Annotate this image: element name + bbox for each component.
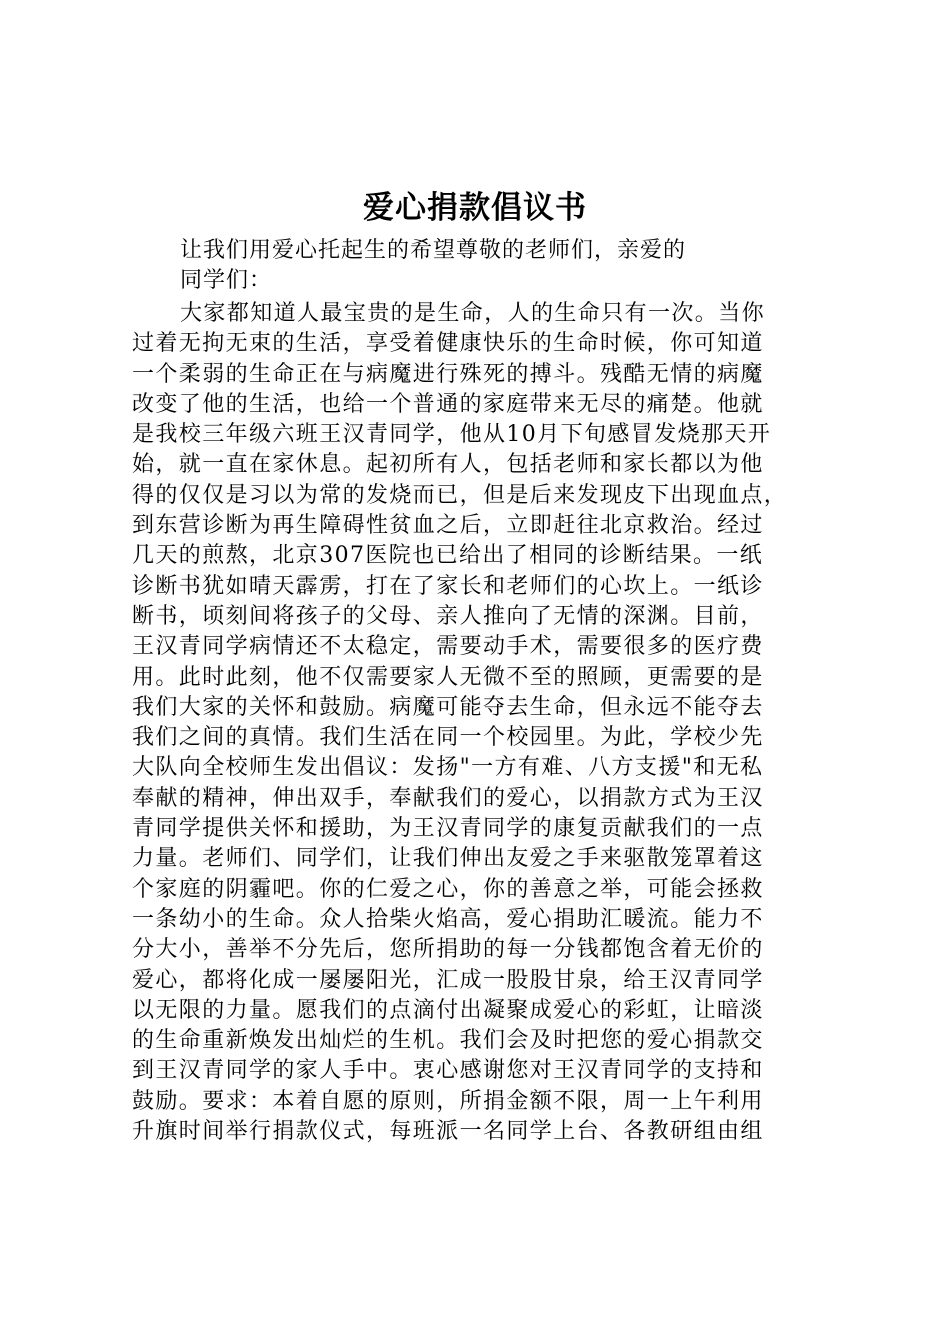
body-line: 几天的煎熬，北京307医院也已给出了相同的诊断结果。一纸 bbox=[132, 543, 764, 569]
body-line: 始，就一直在家休息。起初所有人，包括老师和家长都以为他 bbox=[132, 452, 764, 478]
salutation-line: 让我们用爱心托起生的希望尊敬的老师们，亲爱的 bbox=[180, 238, 687, 263]
body-line: 过着无拘无束的生活，享受着健康快乐的生命时候，你可知道 bbox=[132, 331, 764, 357]
body-line: 分大小，善举不分先后，您所捐助的每一分钱都饱含着无价的 bbox=[132, 937, 764, 963]
body-line: 得的仅仅是习以为常的发烧而已，但是后来发现皮下出现血点， bbox=[132, 482, 788, 508]
body-line: 我们之间的真情。我们生活在同一个校园里。为此，学校少先 bbox=[132, 725, 764, 751]
salutation-line: 同学们： bbox=[180, 268, 273, 293]
body-line: 我们大家的关怀和鼓励。病魔可能夺去生命，但永远不能夺去 bbox=[132, 694, 764, 720]
body-line: 到东营诊断为再生障碍性贫血之后，立即赶往北京救治。经过 bbox=[132, 513, 764, 539]
salutation bbox=[180, 236, 780, 296]
body-line: 以无限的力量。愿我们的点滴付出凝聚成爱心的彩虹，让暗淡 bbox=[132, 997, 764, 1023]
body-line: 鼓励。要求：本着自愿的原则，所捐金额不限，周一上午利用 bbox=[132, 1088, 764, 1114]
body-line: 王汉青同学病情还不太稳定，需要动手术，需要很多的医疗费 bbox=[132, 634, 764, 660]
body-line: 一个柔弱的生命正在与病魔进行殊死的搏斗。残酷无情的病魔 bbox=[132, 361, 764, 387]
body-line: 断书，顷刻间将孩子的父母、亲人推向了无情的深渊。目前， bbox=[132, 603, 764, 629]
body-line: 力量。老师们、同学们，让我们伸出友爱之手来驱散笼罩着这 bbox=[132, 846, 764, 872]
body-paragraph bbox=[132, 299, 842, 1147]
body-line: 改变了他的生活，也给一个普通的家庭带来无尽的痛楚。他就 bbox=[132, 391, 764, 417]
body-line: 大队向全校师生发出倡议：发扬"一方有难、八方支援"和无私 bbox=[132, 755, 764, 781]
body-line: 奉献的精神，伸出双手，奉献我们的爱心，以捐款方式为王汉 bbox=[132, 785, 764, 811]
body-line: 的生命重新焕发出灿烂的生机。我们会及时把您的爱心捐款交 bbox=[132, 1028, 764, 1054]
body-line: 爱心，都将化成一屡屡阳光，汇成一股股甘泉，给王汉青同学 bbox=[132, 967, 764, 993]
body-line: 升旗时间举行捐款仪式，每班派一名同学上台、各教研组由组 bbox=[132, 1119, 764, 1145]
body-line: 用。此时此刻，他不仅需要家人无微不至的照顾，更需要的是 bbox=[132, 664, 764, 690]
body-line: 青同学提供关怀和援助，为王汉青同学的康复贡献我们的一点 bbox=[132, 816, 764, 842]
document-title: 爱心捐款倡议书 bbox=[363, 190, 587, 226]
body-line: 大家都知道人最宝贵的是生命，人的生命只有一次。当你 bbox=[180, 301, 766, 326]
body-line: 是我校三年级六班王汉青同学，他从10月下旬感冒发烧那天开 bbox=[132, 422, 772, 448]
body-line: 到王汉青同学的家人手中。衷心感谢您对王汉青同学的支持和 bbox=[132, 1058, 764, 1084]
body-line: 个家庭的阴霾吧。你的仁爱之心，你的善意之举，可能会拯救 bbox=[132, 876, 764, 902]
body-line: 一条幼小的生命。众人拾柴火焰高，爱心捐助汇暖流。能力不 bbox=[132, 906, 764, 932]
body-line: 诊断书犹如晴天霹雳，打在了家长和老师们的心坎上。一纸诊 bbox=[132, 573, 764, 599]
